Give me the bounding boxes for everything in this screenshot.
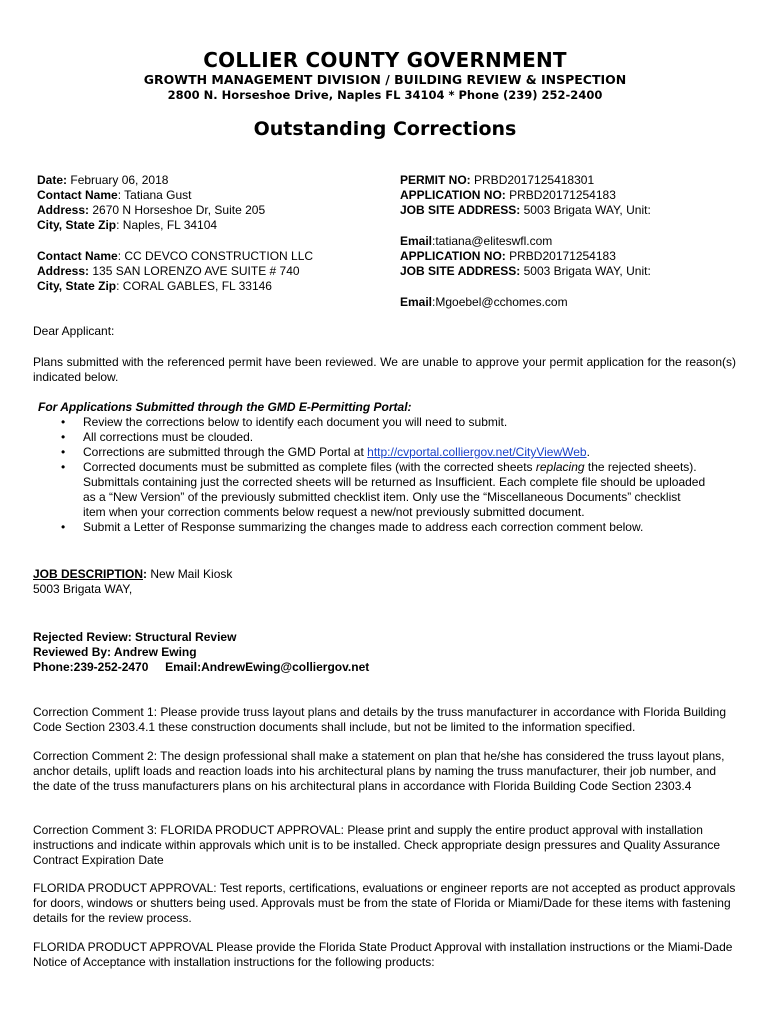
contact-name-label: Contact Name bbox=[37, 249, 118, 263]
application-no-value: PRBD20171254183 bbox=[509, 249, 616, 263]
date-label: Date: bbox=[37, 173, 68, 187]
address-label: Address: bbox=[37, 264, 90, 278]
application-no-label: APPLICATION NO: bbox=[400, 188, 506, 202]
job-site-value: 5003 Brigata WAY, Unit: bbox=[523, 203, 651, 217]
org-address: 2800 N. Horseshoe Drive, Naples FL 34104 * Phone (239) 252-2400 bbox=[167, 88, 603, 102]
city-value: CORAL GABLES, FL 33146 bbox=[122, 279, 272, 293]
permit-block-1 bbox=[400, 173, 651, 249]
contact-name-value: Tatiana Gust bbox=[124, 188, 192, 202]
correction-comment-1: Correction Comment 1: Please provide truss layout plans and details by the truss manufacturer in accordance with Florida Building Code Section 2303.4.1 these construction documents shall include, but not be limited to the information specified. bbox=[33, 705, 727, 734]
email-value: :tatiana@eliteswfl.com bbox=[432, 234, 553, 248]
reviewer-email: Email:AndrewEwing@colliergov.net bbox=[165, 660, 370, 674]
job-site-label: JOB SITE ADDRESS: bbox=[400, 203, 521, 217]
address-label: Address: bbox=[37, 203, 90, 217]
list-item: • Submit a Letter of Response summarizing the changes made to address each correction comment below. bbox=[61, 520, 644, 534]
portal-section bbox=[38, 400, 741, 535]
email-value: :Mgoebel@cchomes.com bbox=[432, 295, 568, 309]
city-value: Naples, FL 34104 bbox=[122, 218, 218, 232]
email-label: Email bbox=[400, 295, 433, 309]
date-value: February 06, 2018 bbox=[70, 173, 169, 187]
review-info bbox=[33, 630, 736, 675]
reviewer-phone: Phone:239-252-2470 bbox=[33, 660, 149, 674]
contact-name-value: CC DEVCO CONSTRUCTION LLC bbox=[124, 249, 314, 263]
correction-comment-3: Correction Comment 3: FLORIDA PRODUCT APPROVAL: Please print and supply the entire product approval with installation instructions and indicate within approvals which unit is to be installed. Check appropriate design pressures and Quality Assurance Contract Expiration Date bbox=[33, 823, 721, 867]
list-item: • All corrections must be clouded. bbox=[61, 430, 254, 444]
address-value: 135 SAN LORENZO AVE SUITE # 740 bbox=[92, 264, 300, 278]
job-address: 5003 Brigata WAY, bbox=[33, 582, 133, 596]
portal-bullets bbox=[33, 415, 741, 535]
contact-block-2: Contact Name: CC DEVCO CONSTRUCTION LLC Address: 135 SAN LORENZO AVE SUITE # 740 City, State Zip: CORAL GABLES, FL 33146 bbox=[37, 249, 314, 293]
correction-comment-2: Correction Comment 2: The design professional shall make a statement on plan that he/she has considered the truss layout plans, anchor details, uplift loads and reaction loads into his architectural plans by naming the truss manufacturer, their job number, and the date of the truss manufacturers plans on his architectural plans in accordance with Florida Building Code Section 2303.4 bbox=[33, 749, 725, 793]
city-label: City, State Zip bbox=[37, 218, 117, 232]
permit-no-value: PRBD2017125418301 bbox=[474, 173, 595, 187]
rejected-review: Rejected Review: Structural Review bbox=[33, 630, 237, 644]
list-item: • Corrected documents must be submitted as complete files (with the corrected sheets replacing the rejected sheets). Submittals containing just the corrected sheets will be returned as Insufficient. Each complete file should be uploaded as a “New Version” of the previously submitted checklist item. Only use the “Miscellaneous Documents” checklist item when your correction comments below request a new/not previously submitted document. bbox=[61, 460, 706, 519]
permit-no-label: PERMIT NO: bbox=[400, 173, 471, 187]
application-no-value: PRBD20171254183 bbox=[509, 188, 616, 202]
job-site-value: 5003 Brigata WAY, Unit: bbox=[523, 264, 651, 278]
portal-link[interactable]: http://cvportal.colliergov.net/CityViewWeb bbox=[367, 445, 587, 459]
product-approval-note: FLORIDA PRODUCT APPROVAL: Test reports, certifications, evaluations or engineer reports are not accepted as product approvals for doors, windows or shutters being used. Approvals must be from the state of Florida or Miami/Dade for these items with fastening details for the review process. bbox=[33, 881, 736, 925]
city-label: City, State Zip bbox=[37, 279, 117, 293]
job-description: JOB DESCRIPTION: New Mail Kiosk 5003 Brigata WAY, bbox=[33, 567, 736, 597]
org-name: COLLIER COUNTY GOVERNMENT bbox=[203, 48, 567, 72]
application-no-label: APPLICATION NO: bbox=[400, 249, 506, 263]
job-description-label: JOB DESCRIPTION bbox=[33, 567, 144, 581]
permit-block-2 bbox=[400, 249, 651, 310]
address-value: 2670 N Horseshoe Dr, Suite 205 bbox=[92, 203, 266, 217]
salutation: Dear Applicant: bbox=[33, 324, 115, 338]
product-approval-request: FLORIDA PRODUCT APPROVAL Please provide the Florida State Product Approval with installation instructions or the Miami-Dade Notice of Acceptance with installation instructions for the following products: bbox=[33, 940, 733, 969]
portal-heading: For Applications Submitted through the GMD E-Permitting Portal: bbox=[38, 400, 412, 414]
email-label: Email bbox=[400, 234, 433, 248]
list-item: • Corrections are submitted through the GMD Portal at http://cvportal.colliergov.net/CityViewWeb. bbox=[61, 445, 590, 459]
intro-paragraph: Plans submitted with the referenced permit have been reviewed. We are unable to approve your permit application for the reason(s) indicated below. bbox=[33, 355, 736, 384]
job-site-label: JOB SITE ADDRESS: bbox=[400, 264, 521, 278]
list-item: • Review the corrections below to identify each document you will need to submit. bbox=[61, 415, 508, 429]
contact-block-1: Date: February 06, 2018 Contact Name: Tatiana Gust Address: 2670 N Horseshoe Dr, Suite 205 City, State Zip: Naples, FL 34104 bbox=[37, 173, 266, 232]
page-title: Outstanding Corrections bbox=[253, 118, 517, 140]
job-description-value: New Mail Kiosk bbox=[147, 567, 233, 581]
division-name: GROWTH MANAGEMENT DIVISION / BUILDING REVIEW & INSPECTION bbox=[143, 72, 627, 87]
reviewer: Reviewed By: Andrew Ewing bbox=[33, 645, 197, 659]
contact-name-label: Contact Name bbox=[37, 188, 118, 202]
